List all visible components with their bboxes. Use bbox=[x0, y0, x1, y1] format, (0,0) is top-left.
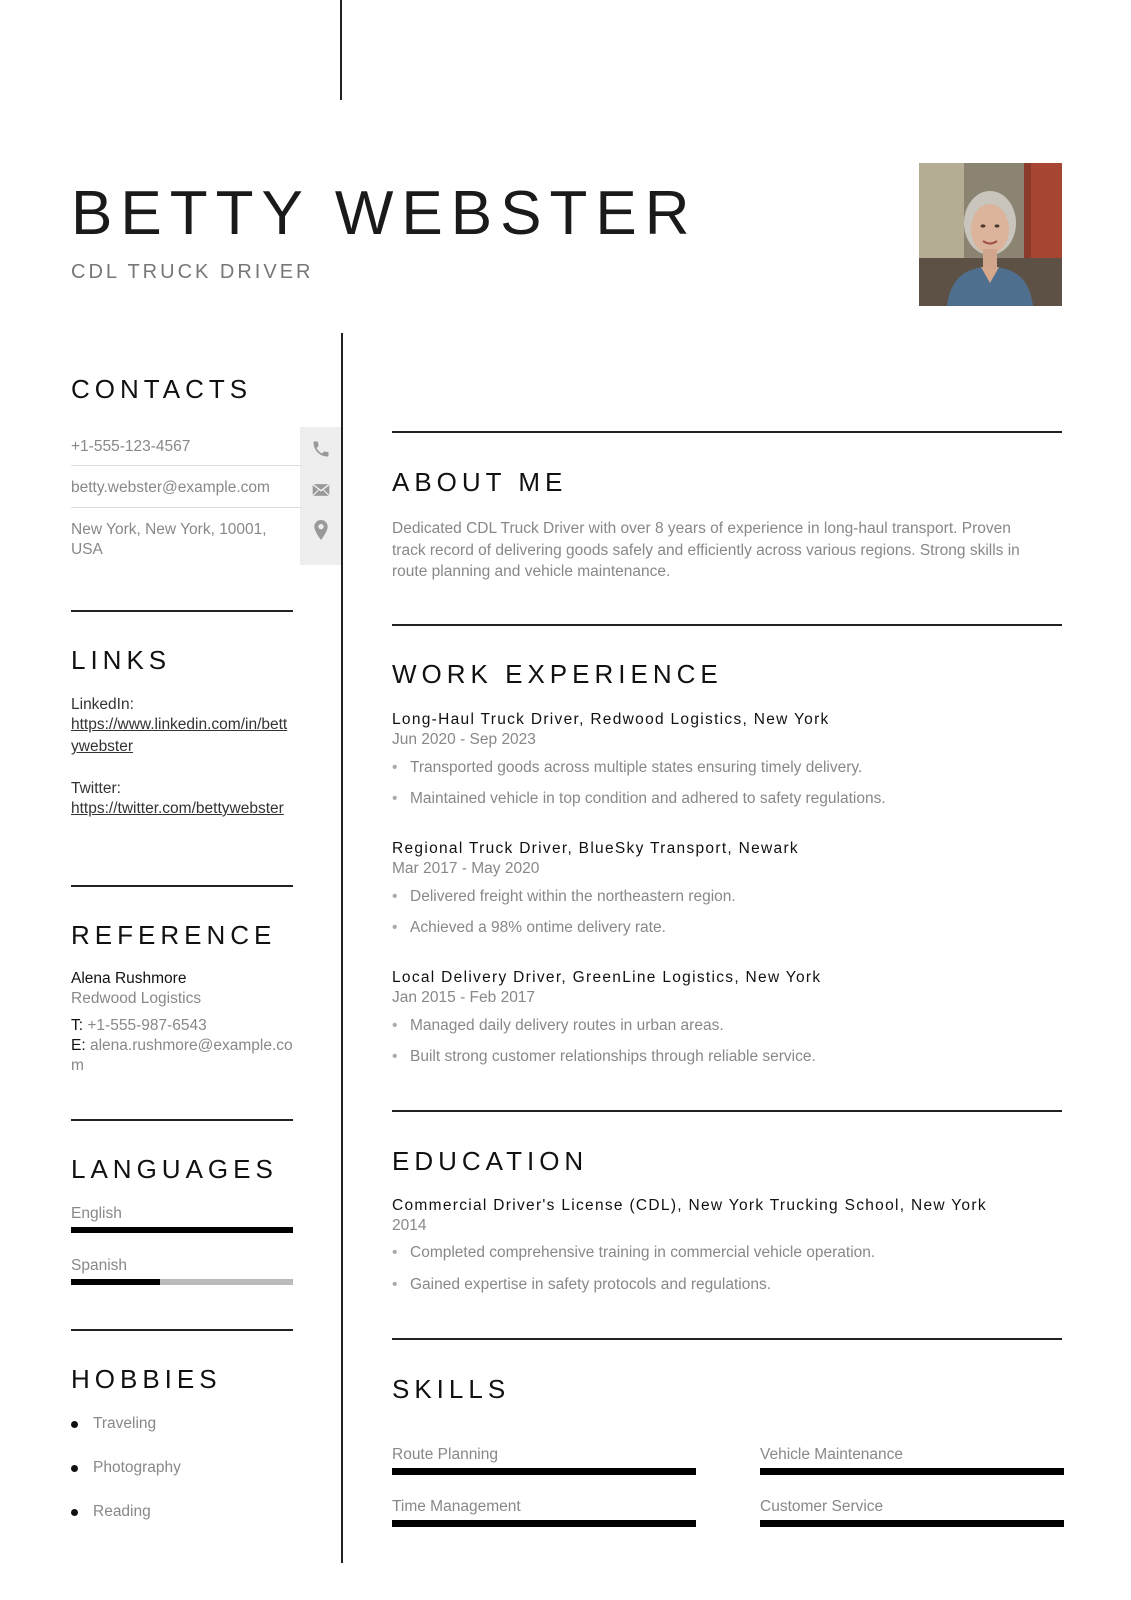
section-divider bbox=[71, 885, 293, 887]
link-label-twitter: Twitter: bbox=[71, 780, 121, 797]
column-divider bbox=[341, 333, 343, 1563]
section-divider bbox=[392, 431, 1062, 433]
education-year: 2014 bbox=[392, 1217, 427, 1234]
section-divider bbox=[392, 624, 1062, 626]
candidate-job-title: CDL TRUCK DRIVER bbox=[71, 261, 314, 283]
job-title: Long-Haul Truck Driver, Redwood Logistics, New York bbox=[392, 711, 830, 728]
profile-photo-image bbox=[919, 163, 1062, 306]
reference-email-line bbox=[71, 1036, 296, 1076]
reference-email-label: E: bbox=[71, 1037, 86, 1054]
about-heading: ABOUT ME bbox=[392, 467, 568, 497]
language-english-bar-fill bbox=[71, 1227, 293, 1233]
skill-bar bbox=[760, 1520, 1064, 1527]
bullet-dot bbox=[71, 1465, 78, 1472]
skills-heading: SKILLS bbox=[392, 1374, 511, 1404]
reference-company: Redwood Logistics bbox=[71, 990, 202, 1007]
job-bullet-text: Maintained vehicle in top condition and adhered to safety regulations. bbox=[410, 790, 886, 807]
reference-phone: +1-555-987-6543 bbox=[87, 1017, 207, 1034]
education-bullet-text: Completed comprehensive training in commercial vehicle operation. bbox=[410, 1244, 876, 1261]
bullet-dot bbox=[71, 1421, 78, 1428]
bullet-dot: • bbox=[392, 1276, 398, 1293]
contact-email-text: betty.webster@example.com bbox=[71, 479, 270, 496]
education-bullet-text: Gained expertise in safety protocols and regulations. bbox=[410, 1276, 772, 1293]
education-heading: EDUCATION bbox=[392, 1146, 589, 1176]
reference-phone-label: T: bbox=[71, 1017, 84, 1034]
hobbies-heading: HOBBIES bbox=[71, 1364, 222, 1394]
link-twitter[interactable]: https://twitter.com/bettywebster bbox=[71, 800, 284, 817]
contact-address-text: New York, New York, 10001, USA bbox=[71, 521, 267, 558]
about-text: Dedicated CDL Truck Driver with over 8 years of experience in long-haul transport. Proven track record of delivering goods safely and efficiently across various regions. Strong skills in route planning and vehicle maintenance. bbox=[392, 520, 1020, 580]
language-english-bar bbox=[71, 1227, 293, 1233]
hobby-text: Traveling bbox=[93, 1415, 157, 1432]
top-divider bbox=[340, 0, 342, 100]
contact-separator bbox=[71, 507, 301, 508]
language-spanish-bar bbox=[71, 1279, 293, 1285]
section-divider bbox=[392, 1110, 1062, 1112]
candidate-name: BETTY WEBSTER bbox=[71, 179, 698, 248]
job-title: Local Delivery Driver, GreenLine Logistics, New York bbox=[392, 969, 822, 986]
job-dates: Jun 2020 - Sep 2023 bbox=[392, 731, 536, 748]
job-dates: Mar 2017 - May 2020 bbox=[392, 860, 540, 877]
reference-name: Alena Rushmore bbox=[71, 970, 187, 987]
languages-heading: LANGUAGES bbox=[71, 1154, 278, 1184]
language-english-label: English bbox=[71, 1205, 122, 1222]
skill-bar bbox=[392, 1468, 696, 1475]
skill-bar bbox=[760, 1468, 1064, 1475]
bullet-dot: • bbox=[392, 1017, 398, 1034]
contact-phone-text: +1-555-123-4567 bbox=[71, 438, 191, 455]
section-divider bbox=[71, 1119, 293, 1121]
job-bullet-text: Built strong customer relationships through reliable service. bbox=[410, 1048, 816, 1065]
reference-email: alena.rushmore@example.com bbox=[71, 1037, 293, 1074]
section-divider bbox=[392, 1338, 1062, 1340]
education-degree: Commercial Driver's License (CDL), New York Trucking School, New York bbox=[392, 1197, 987, 1214]
job-bullet-text: Transported goods across multiple states ensuring timely delivery. bbox=[410, 759, 863, 776]
skill-label: Customer Service bbox=[760, 1498, 884, 1515]
contacts-heading: CONTACTS bbox=[71, 374, 253, 404]
reference-phone-line bbox=[71, 1016, 296, 1036]
language-spanish-label: Spanish bbox=[71, 1257, 128, 1274]
bullet-dot: • bbox=[392, 759, 398, 776]
contact-separator bbox=[71, 465, 301, 466]
location-pin-icon bbox=[311, 519, 331, 541]
skill-label: Time Management bbox=[392, 1498, 521, 1515]
links-heading: LINKS bbox=[71, 645, 172, 675]
profile-photo bbox=[919, 163, 1062, 306]
hobby-text: Photography bbox=[93, 1459, 181, 1476]
job-dates: Jan 2015 - Feb 2017 bbox=[392, 989, 536, 1006]
bullet-dot: • bbox=[392, 919, 398, 936]
bullet-dot: • bbox=[392, 1244, 398, 1261]
job-bullet-text: Achieved a 98% ontime delivery rate. bbox=[410, 919, 666, 936]
section-divider bbox=[71, 1329, 293, 1331]
bullet-dot: • bbox=[392, 888, 398, 905]
language-spanish-bar-fill bbox=[71, 1279, 160, 1285]
reference-heading: REFERENCE bbox=[71, 920, 277, 950]
link-label-linkedin: LinkedIn: bbox=[71, 696, 134, 713]
mail-icon bbox=[311, 480, 331, 500]
job-bullet-text: Delivered freight within the northeastern region. bbox=[410, 888, 736, 905]
bullet-dot: • bbox=[392, 1048, 398, 1065]
skill-label: Vehicle Maintenance bbox=[760, 1446, 904, 1463]
skill-bar bbox=[392, 1520, 696, 1527]
work-experience-heading: WORK EXPERIENCE bbox=[392, 659, 723, 689]
hobby-text: Reading bbox=[93, 1503, 151, 1520]
job-bullet-text: Managed daily delivery routes in urban areas. bbox=[410, 1017, 724, 1034]
link-linkedin[interactable]: https://www.linkedin.com/in/bettywebster bbox=[71, 716, 288, 755]
skill-label: Route Planning bbox=[392, 1446, 498, 1463]
contact-icon-column bbox=[300, 427, 341, 565]
phone-icon bbox=[311, 439, 331, 459]
job-title: Regional Truck Driver, BlueSky Transport, Newark bbox=[392, 840, 799, 857]
bullet-dot: • bbox=[392, 790, 398, 807]
bullet-dot bbox=[71, 1509, 78, 1516]
section-divider bbox=[71, 610, 293, 612]
